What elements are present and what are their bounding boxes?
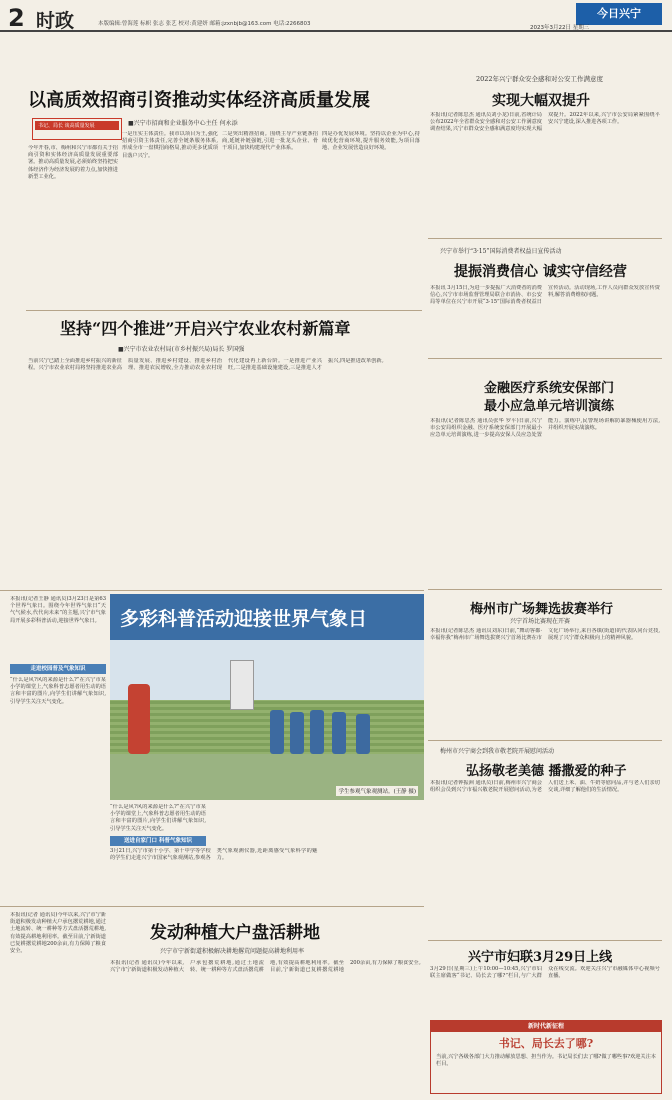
article6-title: 梅州市广场舞选拔赛举行 <box>470 602 614 617</box>
article1-tag: 书记、局长 谈高质量发展 <box>35 121 119 130</box>
divider <box>428 238 662 239</box>
article1-body-b: 一是压实主体责任。我市以项目为王,强化招商引资主体责任,完善全链条服务体系,形成全市一盘棋招商格局,推动更多优质项目落户兴宁。 <box>122 131 218 159</box>
article7-caption: 学生参观气象观测站。(王静 摄) <box>336 786 418 796</box>
sky <box>110 640 424 700</box>
divider <box>0 590 424 591</box>
article9-title: 兴宁市妇联3月29日上线 <box>468 950 613 965</box>
student-figure <box>332 712 346 754</box>
instrument-shelter <box>230 660 254 710</box>
article2-title: 实现大幅双提升 <box>492 93 590 109</box>
article7-title: 多彩科普活动迎接世界气象日 <box>120 608 368 630</box>
article7-title-band <box>110 594 424 640</box>
divider <box>26 310 422 311</box>
article10-title: 发动种植大户盘活耕地 <box>150 923 320 943</box>
article7-box-label2: 送进自家门口 科普气象知识 <box>110 836 206 846</box>
article3-kicker: 兴宁市举行“3·15”国际消费者权益日宣传活动 <box>440 248 562 255</box>
article7-body-c: 3月21日,兴宁市第十小学、第十中学等学校的学生们走进兴宁市国家气象观测站,参观各类气象观测仪器,近距离感受气象科学的魅力。 <box>110 848 318 862</box>
article4-byline: ■兴宁市农业农村局(市乡村振兴局)局长 罗国强 <box>118 346 245 353</box>
divider <box>428 940 662 941</box>
article1-title: 以高质效招商引资推动实体经济高质量发展 <box>28 90 370 111</box>
article7-body-b: “什么是风?风的来源是什么?”在兴宁市某小学的课堂上,气象科普志愿者用生动的语言和丰富的图片,向学生们讲解气象知识,引导学生关注天气变化。 <box>10 677 106 705</box>
article6-body: 本报讯(记者陈思杰 通讯员刘东)日前,“舞动客都·幸福你我”梅州市广场舞选拔赛兴宁首场比赛在市文化广场举行,来自各镇(街道)的代表队同台竞技,展现了兴宁群众积极向上的精神风貌。 <box>430 628 660 642</box>
article5-title: 金融医疗系统安保部门 <box>484 381 615 396</box>
article6-subtitle: 兴宁首场比赛现在开赛 <box>510 618 571 625</box>
article10-body: 本报讯(记者 通讯员)今年以来,兴宁市宁新街道积极发动种植大户承包撂荒耕地,通过土地流转、统一耕种等方式盘活撂荒耕地,有效提高耕地利用率。截至目前,宁新街道已复耕撂荒耕地200余亩,有力保障了粮食安全。 <box>110 960 424 974</box>
article8-body: 本报讯(记者钟振洲 通讯员)日前,梅州市兴宁商会组织会员到兴宁市福兴敬老院开展慰问活动,为老人们送上米、油、牛奶等慰问品,并与老人们亲切交谈,详细了解他们的生活情况。 <box>430 780 660 794</box>
student-figure <box>310 710 324 754</box>
article3-body: 本报讯 3月15日,为进一步提振广大消费者的消费信心,兴宁市市场监督管理局联合市消协、市公安局等单位在兴宁市开展“3·15”国际消费者权益日宣传活动。活动现场,工作人员向群众发放宣传资料,解答消费维权问题。 <box>430 285 660 306</box>
article9-body: 3月29日(星期三)上午10:00—10:45,兴宁市妇联主席做客“书记、局长去了哪?”栏目,与广大群众在线交流。欢迎关注兴宁市融媒体中心视频号直播。 <box>430 966 660 980</box>
article8-title: 弘扬敬老美德 播撒爱的种子 <box>466 764 627 779</box>
promo-title: 书记、局长去了哪? <box>498 1037 594 1050</box>
divider <box>428 589 662 590</box>
article2-kicker: 2022年兴宁群众安全感和对公安工作满意度 <box>476 75 604 83</box>
article1-tag-box <box>32 118 122 140</box>
article7-body-a: 本报讯(记者王静 通讯员)3月23日是第63个世界气象日。围绕今年世界气象日“天气气候水,代代向未来”的主题,兴宁市气象局开展多彩科普活动,迎接世界气象日。 <box>10 596 106 624</box>
article3-title: 提振消费信心 诚实守信经营 <box>454 264 627 280</box>
divider <box>428 740 662 741</box>
divider <box>428 358 662 359</box>
article10-subtitle: 兴宁市宁新街道积极解决耕地撂荒问题提高耕地利用率 <box>160 948 305 955</box>
promo-header: 新时代新征程 <box>431 1021 661 1032</box>
page-number: 2 <box>8 4 25 32</box>
issue-date: 2023年3月22日 星期三 <box>530 25 590 31</box>
section-title: 时政 <box>36 10 75 32</box>
person-red-jacket <box>128 684 150 754</box>
article7-box-label: 走进校园普及气象知识 <box>10 664 106 674</box>
student-figure <box>270 710 284 754</box>
student-figure <box>356 714 370 754</box>
article1-body-a: 今年开春,市、梅州和兴宁市都有关于招商引资和实体经济高质量发展重要部署。推动高质量发展,必须始终坚持把实体经济作为经济发展的着力点,加快推进新型工业化。 <box>28 145 118 180</box>
article1-body-d: 四是办优发展环境。坚持以企业为中心,持续优化营商环境,提升服务效能,为项目落地、企业发展营造良好环境。 <box>322 131 420 152</box>
promo-box <box>430 1020 662 1094</box>
student-figure <box>290 712 304 754</box>
article4-body: 当前兴宁已踏上全面推进乡村振兴的新征程。兴宁市农业农村局将坚持推进农业高质量发展、推进乡村建设、推进乡村治理、推进农民增收,全力推动农业农村现代化建设再上新台阶。一是推进产业兴旺,二是推进基础设施建设,三是推进人才振兴,四是推进改革创新。 <box>28 358 387 372</box>
article1-byline: ■兴宁市招商和企业服务中心主任 何永添 <box>128 120 238 127</box>
article8-kicker: 梅州市兴宁商会到我市敬老院开展慰问活动 <box>440 748 555 755</box>
article1-body-c: 二是突出精准招商。围绕主导产业链条招商,延链补链强链,引进一批龙头企业、骨干项目,加快构建现代产业体系。 <box>222 131 318 152</box>
article5-body: 本报讯(记者陈思杰 通讯员张华 罗平)日前,兴宁市公安局组织金融、医疗系统安保部门开展最小应急单元培训演练,进一步提高安保人员应急处置能力。演练中,民警现场讲解防暴器械使用方法,并组织开展实战演练。 <box>430 418 660 439</box>
promo-body: 当前,兴宁各级各部门大力推动解放思想、担当作为。书记局长们去了哪?做了哪些事?欢迎关注本栏目。 <box>436 1054 656 1068</box>
newspaper-logo: 今日兴宁 <box>576 3 662 25</box>
article10-body-left: 本报讯(记者 通讯员)今年以来,兴宁市宁新街道积极发动种植大户承包撂荒耕地,通过土地流转、统一耕种等方式盘活撂荒耕地,有效提高耕地利用率。截至目前,宁新街道已复耕撂荒耕地200余亩,有力保障了粮食安全。 <box>10 912 106 955</box>
editor-meta: 本版编辑:曾海莲 标帜 张志 张艺 校对:黄建妍 邮箱:jzxnbjb@163.com 电话:2266803 <box>98 21 311 27</box>
article5-title2: 最小应急单元培训演练 <box>484 399 615 414</box>
article2-body: 本报讯(记者陈思杰 通讯员刘小龙)日前,省统计局公布2022年全省群众安全感和对公安工作满意度调查结果,兴宁市群众安全感和满意度均实现大幅双提升。2022年以来,兴宁市公安局紧紧围绕平安兴宁建设,深入推进各项工作。 <box>430 112 660 133</box>
article7-photo <box>110 640 424 800</box>
article7-lead-continued: “什么是风?风的来源是什么?”在兴宁市某小学的课堂上,气象科普志愿者用生动的语言和丰富的图片,向学生们讲解气象知识,引导学生关注天气变化。 <box>110 804 206 832</box>
article4-title: 坚持“四个推进”开启兴宁农业农村新篇章 <box>60 319 351 338</box>
divider <box>0 906 424 907</box>
